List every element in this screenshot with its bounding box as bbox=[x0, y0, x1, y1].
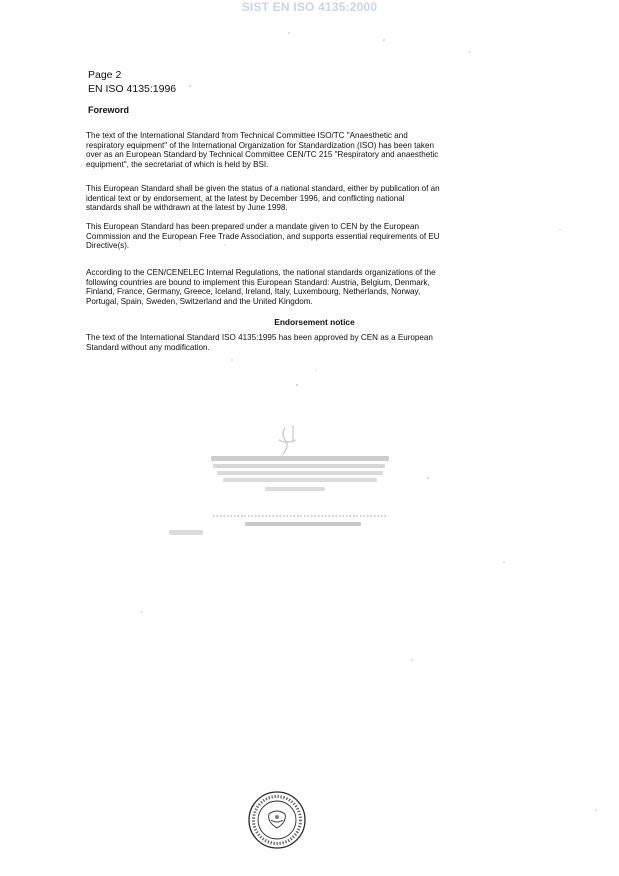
text-line: This European Standard has been prepared under a mandate given to CEN by the European bbox=[86, 222, 419, 231]
text-line: According to the CEN/CENELEC Internal Regulations, the national standards organizations of the bbox=[86, 268, 436, 277]
text-line: Finland, France, Germany, Greece, Iceland, Ireland, Italy, Luxembourg, Netherlands, Norway, bbox=[86, 287, 421, 297]
text-line: The text of the International Standard ISO 4135:1995 has been approved by CEN as a European bbox=[86, 333, 433, 342]
text-line: identical text or by endorsement, at the latest by December 1996, and conflicting national bbox=[86, 193, 405, 203]
text-line: Directive(s). bbox=[86, 241, 130, 251]
watermark-header: SIST EN ISO 4135:2000 bbox=[241, 0, 378, 14]
text-line: respiratory equipment" of the International Organization for Standardization (ISO) has been taken bbox=[86, 140, 434, 150]
text-line: The text of the International Standard from Technical Committee ISO/TC "Anaesthetic and bbox=[86, 131, 408, 140]
standard-number: EN ISO 4135:1996 bbox=[88, 83, 177, 95]
text-line: Portugal, Spain, Sweden, Switzerland and the United Kingdom. bbox=[86, 297, 313, 307]
text-line: standards shall be withdrawn at the latest by June 1998. bbox=[86, 203, 288, 213]
page-number: Page 2 bbox=[88, 69, 122, 81]
foreword-heading: Foreword bbox=[88, 105, 130, 115]
text-line: equipment", the secretariat of which is held by BSI. bbox=[86, 160, 269, 170]
text-line: Standard without any modification. bbox=[86, 342, 210, 352]
text-line: Commission and the European Free Trade Association, and supports essential requirements of EU bbox=[86, 231, 440, 241]
endorsement-heading: Endorsement notice bbox=[274, 317, 355, 327]
text-line: following countries are bound to implement this European Standard: Austria, Belgium, Denmark, bbox=[86, 277, 430, 287]
text-line: over as an European Standard by Technical Committee CEN/TC 215 "Respiratory and anaesthetic bbox=[86, 150, 439, 160]
text-line: This European Standard shall be given the status of a national standard, either by publication of an bbox=[86, 184, 440, 193]
